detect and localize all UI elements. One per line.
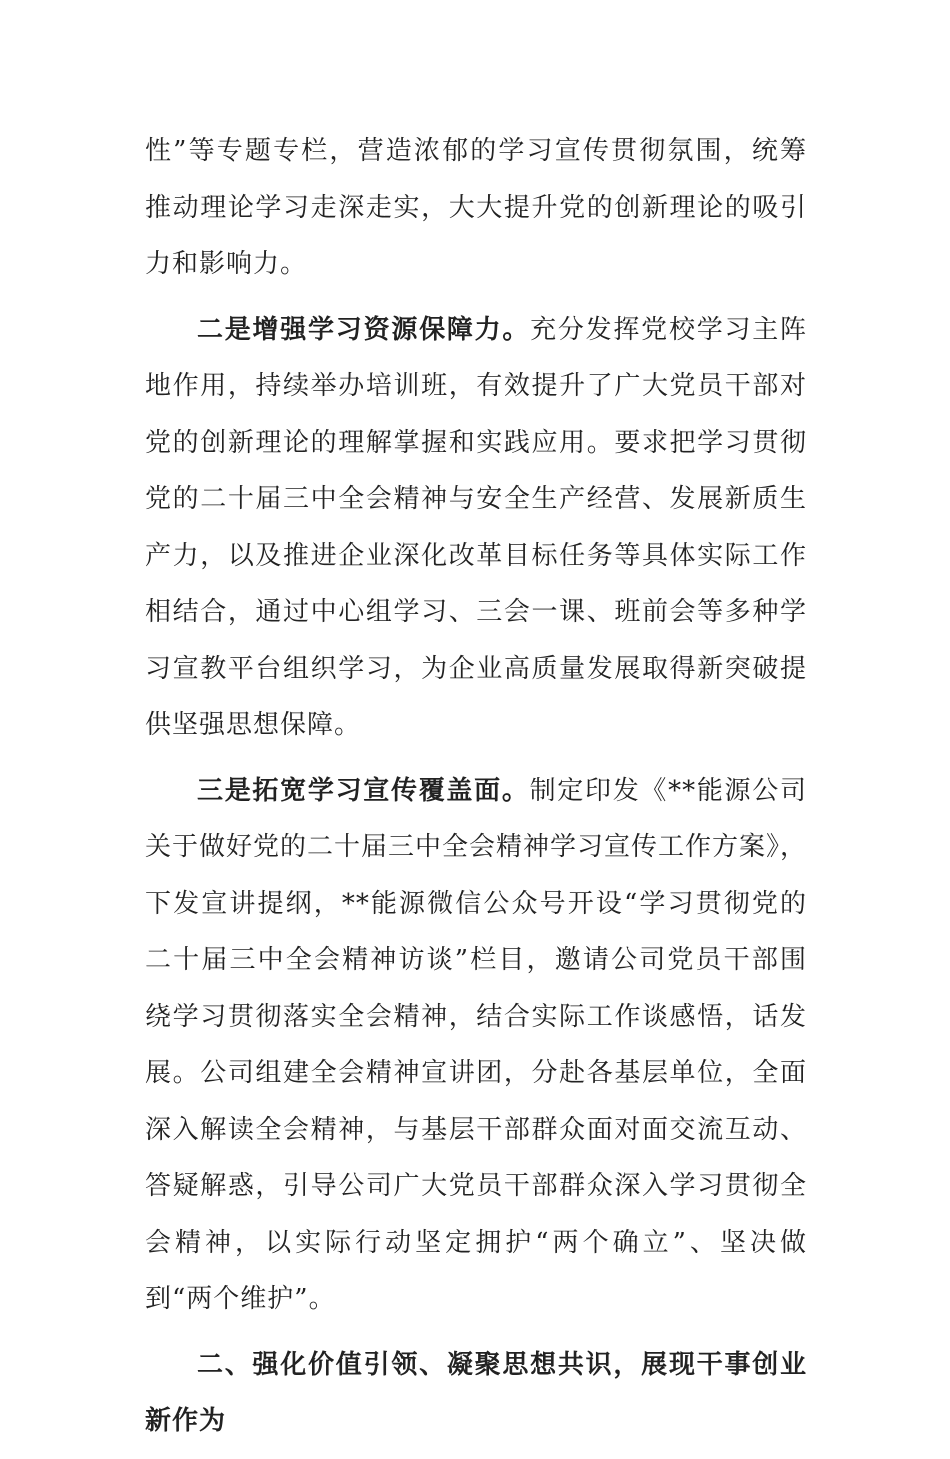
paragraph-continuation	[145, 123, 807, 293]
paragraph-text: 性”等专题专栏，营造浓郁的学习宣传贯彻氛围，统筹推动理论学习走深走实，大大提升党的创新理论的吸引力和影响力。	[145, 136, 807, 279]
paragraph-resource-guarantee	[145, 302, 807, 754]
paragraph-text: 充分发挥党校学习主阵地作用，持续举办培训班，有效提升了广大党员干部对党的创新理论的理解掌握和实践应用。要求把学习贯彻党的二十届三中全会精神与安全生产经营、发展新质生产力，以及推进企业深化改革目标任务等具体实际工作相结合，通过中心组学习、三会一课、班前会等多种学习宣教平台组织学习，为企业高质量发展取得新突破提供坚强思想保障。	[145, 314, 807, 740]
paragraph-publicity-coverage	[145, 763, 807, 1328]
paragraph-lead: 二是增强学习资源保障力。	[197, 314, 531, 345]
paragraph-lead: 三是拓宽学习宣传覆盖面。	[197, 775, 530, 806]
document-page	[145, 123, 807, 1459]
paragraph-text: 制定印发《**能源公司关于做好党的二十届三中全会精神学习宣传工作方案》，下发宣讲提纲，**能源微信公众号开设“学习贯彻党的二十届三中全会精神访谈”栏目，邀请公司党员干部围绕学习贯彻落实全会精神，结合实际工作谈感悟，话发展。公司组建全会精神宣讲团，分赴各基层单位，全面深入解读全会精神，与基层干部群众面对面交流互动、答疑解惑，引导公司广大党员干部群众深入学习贯彻全会精神，以实际行动坚定拥护“两个确立”、坚决做到“两个维护”。	[145, 775, 808, 1314]
section-heading: 二、强化价值引领、凝聚思想共识，展现干事创业新作为	[145, 1349, 807, 1436]
